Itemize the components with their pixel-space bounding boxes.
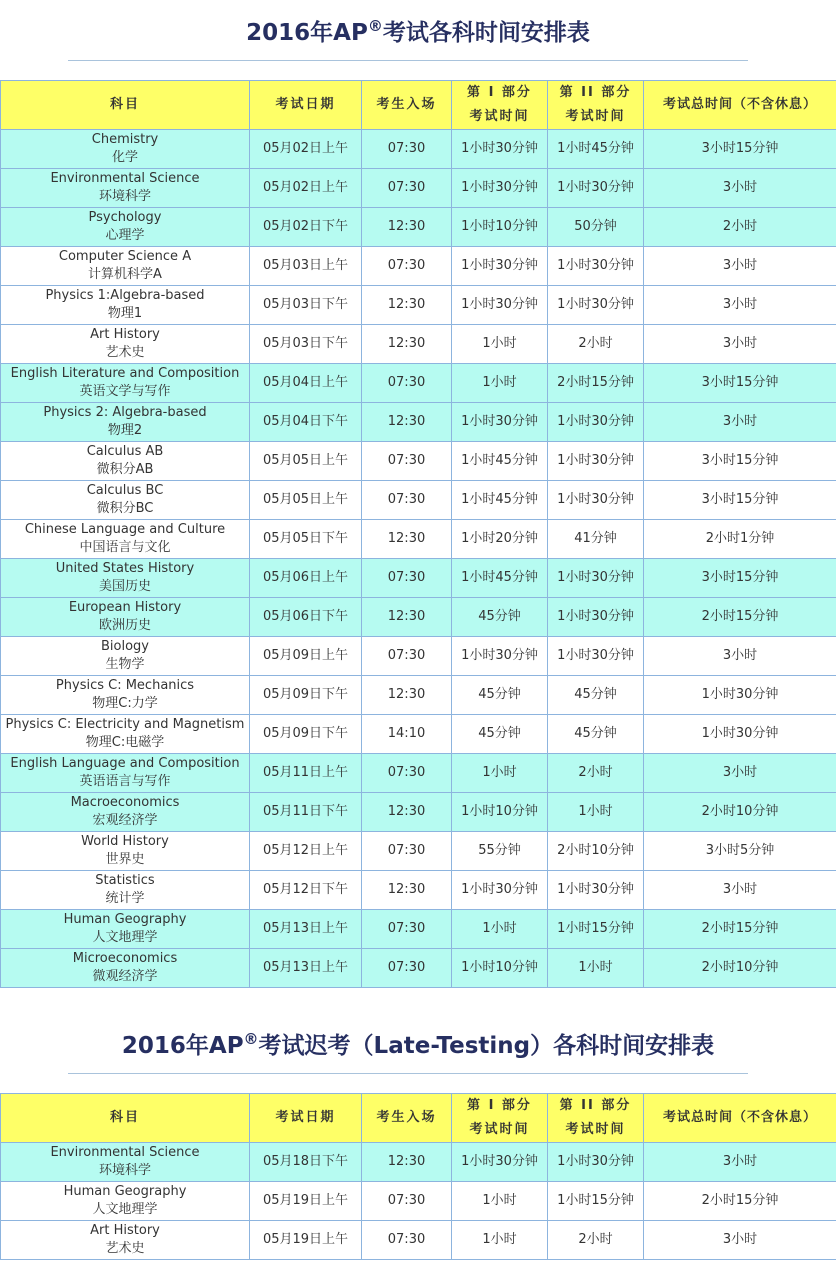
subject-chinese: 艺术史 <box>105 345 145 360</box>
subject-chinese: 物理C:力学 <box>92 696 158 711</box>
total-duration-cell: 2小时15分钟 <box>644 1182 836 1221</box>
entry-time-cell: 07:30 <box>362 169 452 208</box>
table-row <box>1 637 836 676</box>
total-duration-cell: 2小时15分钟 <box>644 598 836 637</box>
subject-cell <box>1 910 250 949</box>
part1-duration-cell: 1小时 <box>452 910 548 949</box>
total-duration-cell: 3小时15分钟 <box>644 442 836 481</box>
part2-duration-cell: 1小时30分钟 <box>548 1143 644 1182</box>
header-part2 <box>548 1094 644 1143</box>
table-row <box>1 1182 836 1221</box>
date-cell: 05月05日上午 <box>250 481 362 520</box>
entry-time-cell: 12:30 <box>362 325 452 364</box>
date-cell: 05月03日下午 <box>250 286 362 325</box>
part1-duration-cell: 45分钟 <box>452 676 548 715</box>
header-subject: 科目 <box>1 1094 250 1143</box>
part2-duration-cell: 45分钟 <box>548 715 644 754</box>
subject-english: World History <box>81 834 169 849</box>
total-duration-cell: 3小时15分钟 <box>644 364 836 403</box>
part2-duration-cell: 1小时30分钟 <box>548 403 644 442</box>
part2-duration-cell: 1小时 <box>548 949 644 988</box>
table-row <box>1 442 836 481</box>
entry-time-cell: 12:30 <box>362 286 452 325</box>
date-cell: 05月09日下午 <box>250 715 362 754</box>
table-row <box>1 793 836 832</box>
date-cell: 05月02日上午 <box>250 130 362 169</box>
table-row <box>1 676 836 715</box>
part1-duration-cell: 1小时 <box>452 364 548 403</box>
subject-english: Physics C: Electricity and Magnetism <box>5 717 245 732</box>
date-cell: 05月19日上午 <box>250 1221 362 1260</box>
entry-time-cell: 12:30 <box>362 871 452 910</box>
table-row <box>1 754 836 793</box>
date-cell: 05月04日下午 <box>250 403 362 442</box>
subject-chinese: 物理1 <box>107 306 143 321</box>
date-cell: 05月18日下午 <box>250 1143 362 1182</box>
part1-duration-cell: 1小时30分钟 <box>452 247 548 286</box>
part2-duration-cell: 41分钟 <box>548 520 644 559</box>
table-row <box>1 520 836 559</box>
part2-duration-cell: 2小时 <box>548 754 644 793</box>
subject-english: English Literature and Composition <box>10 366 240 381</box>
subject-chinese: 微积分AB <box>96 462 154 477</box>
header-part1 <box>452 81 548 130</box>
header-part2-line1: 第 II 部分 <box>559 1098 632 1113</box>
subject-cell <box>1 871 250 910</box>
entry-time-cell: 12:30 <box>362 403 452 442</box>
late-title <box>0 1027 836 1060</box>
entry-time-cell: 07:30 <box>362 1182 452 1221</box>
subject-chinese: 中国语言与文化 <box>79 540 171 555</box>
table-row <box>1 286 836 325</box>
subject-cell <box>1 676 250 715</box>
subject-cell <box>1 520 250 559</box>
date-cell: 05月12日下午 <box>250 871 362 910</box>
subject-cell <box>1 1221 250 1260</box>
part1-duration-cell: 1小时 <box>452 1221 548 1260</box>
part1-duration-cell: 1小时30分钟 <box>452 637 548 676</box>
part2-duration-cell: 1小时15分钟 <box>548 910 644 949</box>
subject-english: Statistics <box>95 873 155 888</box>
late-title-divider <box>68 1073 748 1074</box>
header-total: 考试总时间（不含休息） <box>644 81 836 130</box>
subject-cell <box>1 247 250 286</box>
table-row <box>1 715 836 754</box>
entry-time-cell: 12:30 <box>362 676 452 715</box>
subject-chinese: 环境科学 <box>98 1163 151 1178</box>
entry-time-cell: 12:30 <box>362 208 452 247</box>
table-row <box>1 559 836 598</box>
date-cell: 05月03日上午 <box>250 247 362 286</box>
date-cell: 05月13日上午 <box>250 949 362 988</box>
total-duration-cell: 3小时 <box>644 169 836 208</box>
part1-duration-cell: 45分钟 <box>452 715 548 754</box>
part1-duration-cell: 1小时20分钟 <box>452 520 548 559</box>
subject-chinese: 美国历史 <box>98 579 151 594</box>
table-row <box>1 130 836 169</box>
table-row <box>1 949 836 988</box>
table-row <box>1 325 836 364</box>
entry-time-cell: 07:30 <box>362 364 452 403</box>
part2-duration-cell: 2小时 <box>548 1221 644 1260</box>
date-cell: 05月11日下午 <box>250 793 362 832</box>
subject-cell <box>1 1182 250 1221</box>
entry-time-cell: 12:30 <box>362 520 452 559</box>
subject-cell <box>1 1143 250 1182</box>
total-duration-cell: 2小时10分钟 <box>644 793 836 832</box>
subject-cell <box>1 715 250 754</box>
header-part1-line2: 考试时间 <box>469 109 530 124</box>
entry-time-cell: 07:30 <box>362 754 452 793</box>
table-row <box>1 247 836 286</box>
subject-chinese: 英语文学与写作 <box>79 384 171 399</box>
part1-duration-cell: 1小时30分钟 <box>452 1143 548 1182</box>
subject-english: Calculus BC <box>86 483 164 498</box>
part1-duration-cell: 1小时 <box>452 325 548 364</box>
part1-duration-cell: 1小时10分钟 <box>452 208 548 247</box>
date-cell: 05月09日上午 <box>250 637 362 676</box>
subject-english: Macroeconomics <box>70 795 180 810</box>
part1-duration-cell: 55分钟 <box>452 832 548 871</box>
total-duration-cell: 3小时15分钟 <box>644 481 836 520</box>
entry-time-cell: 07:30 <box>362 481 452 520</box>
subject-cell <box>1 754 250 793</box>
part1-duration-cell: 1小时30分钟 <box>452 403 548 442</box>
subject-english: Human Geography <box>63 912 187 927</box>
subject-chinese: 欧洲历史 <box>98 618 151 633</box>
subject-english: Chemistry <box>91 132 159 147</box>
table-header-row <box>1 81 836 130</box>
entry-time-cell: 07:30 <box>362 949 452 988</box>
date-cell: 05月11日上午 <box>250 754 362 793</box>
subject-chinese: 化学 <box>111 150 138 165</box>
main-title-prefix: 2016年AP <box>246 20 368 46</box>
table-row <box>1 208 836 247</box>
table-row <box>1 1143 836 1182</box>
total-duration-cell: 3小时 <box>644 871 836 910</box>
total-duration-cell: 2小时10分钟 <box>644 949 836 988</box>
header-part1-line1: 第 I 部分 <box>467 1098 532 1113</box>
part1-duration-cell: 1小时45分钟 <box>452 442 548 481</box>
subject-chinese: 环境科学 <box>98 189 151 204</box>
total-duration-cell: 2小时1分钟 <box>644 520 836 559</box>
header-part1 <box>452 1094 548 1143</box>
part1-duration-cell: 45分钟 <box>452 598 548 637</box>
registered-mark: ® <box>243 1030 259 1048</box>
subject-cell <box>1 598 250 637</box>
subject-cell <box>1 637 250 676</box>
header-subject: 科目 <box>1 81 250 130</box>
subject-english: Microeconomics <box>72 951 178 966</box>
part2-duration-cell: 1小时15分钟 <box>548 1182 644 1221</box>
date-cell: 05月13日上午 <box>250 910 362 949</box>
late-title-suffix: 考试迟考（Late-Testing）各科时间安排表 <box>258 1033 715 1059</box>
subject-cell <box>1 481 250 520</box>
table-row <box>1 169 836 208</box>
entry-time-cell: 14:10 <box>362 715 452 754</box>
total-duration-cell: 3小时 <box>644 1143 836 1182</box>
subject-english: English Language and Composition <box>10 756 240 771</box>
entry-time-cell: 07:30 <box>362 832 452 871</box>
header-part2 <box>548 81 644 130</box>
subject-cell <box>1 286 250 325</box>
header-part1-line2: 考试时间 <box>469 1122 530 1137</box>
header-part2-line1: 第 II 部分 <box>559 85 632 100</box>
subject-cell <box>1 442 250 481</box>
entry-time-cell: 07:30 <box>362 130 452 169</box>
part2-duration-cell: 1小时30分钟 <box>548 442 644 481</box>
main-schedule-table <box>0 80 836 988</box>
part2-duration-cell: 1小时30分钟 <box>548 598 644 637</box>
part1-duration-cell: 1小时30分钟 <box>452 286 548 325</box>
subject-english: Physics 1:Algebra-based <box>45 288 205 303</box>
total-duration-cell: 3小时 <box>644 1221 836 1260</box>
part1-duration-cell: 1小时 <box>452 754 548 793</box>
total-duration-cell: 2小时 <box>644 208 836 247</box>
subject-cell <box>1 364 250 403</box>
subject-chinese: 艺术史 <box>105 1241 145 1256</box>
subject-cell <box>1 559 250 598</box>
date-cell: 05月19日上午 <box>250 1182 362 1221</box>
entry-time-cell: 07:30 <box>362 1221 452 1260</box>
header-part2-line2: 考试时间 <box>565 109 626 124</box>
part2-duration-cell: 1小时30分钟 <box>548 169 644 208</box>
date-cell: 05月04日上午 <box>250 364 362 403</box>
entry-time-cell: 07:30 <box>362 559 452 598</box>
main-title <box>0 14 836 47</box>
subject-chinese: 宏观经济学 <box>92 813 158 828</box>
total-duration-cell: 2小时15分钟 <box>644 910 836 949</box>
total-duration-cell: 1小时30分钟 <box>644 715 836 754</box>
subject-english: Calculus AB <box>86 444 164 459</box>
subject-english: Psychology <box>88 210 162 225</box>
subject-cell <box>1 208 250 247</box>
table-row <box>1 871 836 910</box>
header-entry: 考生入场 <box>362 81 452 130</box>
subject-english: European History <box>68 600 182 615</box>
main-title-suffix: 考试各科时间安排表 <box>382 20 590 46</box>
part2-duration-cell: 2小时15分钟 <box>548 364 644 403</box>
total-duration-cell: 3小时 <box>644 247 836 286</box>
subject-chinese: 统计学 <box>105 891 145 906</box>
subject-english: Art History <box>90 327 160 342</box>
late-title-prefix: 2016年AP <box>121 1033 244 1059</box>
part2-duration-cell: 1小时30分钟 <box>548 637 644 676</box>
subject-english: Human Geography <box>63 1184 187 1199</box>
total-duration-cell: 3小时5分钟 <box>644 832 836 871</box>
entry-time-cell: 07:30 <box>362 637 452 676</box>
entry-time-cell: 07:30 <box>362 247 452 286</box>
table-row <box>1 832 836 871</box>
header-part1-line1: 第 I 部分 <box>467 85 532 100</box>
entry-time-cell: 12:30 <box>362 598 452 637</box>
subject-english: Environmental Science <box>50 171 200 186</box>
header-entry: 考生入场 <box>362 1094 452 1143</box>
date-cell: 05月06日下午 <box>250 598 362 637</box>
header-date: 考试日期 <box>250 81 362 130</box>
part1-duration-cell: 1小时10分钟 <box>452 793 548 832</box>
subject-chinese: 物理2 <box>107 423 143 438</box>
table-row <box>1 481 836 520</box>
part1-duration-cell: 1小时30分钟 <box>452 130 548 169</box>
late-schedule-table <box>0 1093 836 1260</box>
part2-duration-cell: 1小时 <box>548 793 644 832</box>
total-duration-cell: 1小时30分钟 <box>644 676 836 715</box>
total-duration-cell: 3小时 <box>644 637 836 676</box>
part1-duration-cell: 1小时 <box>452 1182 548 1221</box>
date-cell: 05月12日上午 <box>250 832 362 871</box>
part2-duration-cell: 45分钟 <box>548 676 644 715</box>
subject-chinese: 计算机科学A <box>88 267 162 282</box>
date-cell: 05月05日下午 <box>250 520 362 559</box>
part2-duration-cell: 1小时45分钟 <box>548 130 644 169</box>
part2-duration-cell: 1小时30分钟 <box>548 286 644 325</box>
subject-english: Computer Science A <box>58 249 192 264</box>
part1-duration-cell: 1小时45分钟 <box>452 559 548 598</box>
subject-chinese: 生物学 <box>105 657 145 672</box>
part2-duration-cell: 50分钟 <box>548 208 644 247</box>
subject-chinese: 心理学 <box>105 228 145 243</box>
header-total: 考试总时间（不含休息） <box>644 1094 836 1143</box>
total-duration-cell: 3小时 <box>644 286 836 325</box>
subject-cell <box>1 949 250 988</box>
date-cell: 05月03日下午 <box>250 325 362 364</box>
subject-english: United States History <box>55 561 195 576</box>
table-row <box>1 403 836 442</box>
header-part2-line2: 考试时间 <box>565 1122 626 1137</box>
subject-chinese: 世界史 <box>105 852 145 867</box>
subject-cell <box>1 793 250 832</box>
entry-time-cell: 12:30 <box>362 793 452 832</box>
date-cell: 05月05日上午 <box>250 442 362 481</box>
subject-english: Biology <box>101 639 149 654</box>
entry-time-cell: 07:30 <box>362 910 452 949</box>
date-cell: 05月02日下午 <box>250 208 362 247</box>
subject-cell <box>1 325 250 364</box>
total-duration-cell: 3小时15分钟 <box>644 130 836 169</box>
part2-duration-cell: 1小时30分钟 <box>548 481 644 520</box>
subject-english: Art History <box>90 1223 160 1238</box>
subject-cell <box>1 130 250 169</box>
part2-duration-cell: 1小时30分钟 <box>548 247 644 286</box>
total-duration-cell: 3小时 <box>644 403 836 442</box>
main-title-divider <box>68 60 748 61</box>
subject-english: Chinese Language and Culture <box>24 522 226 537</box>
subject-english: Physics 2: Algebra-based <box>43 405 207 420</box>
table-header-row <box>1 1094 836 1143</box>
part1-duration-cell: 1小时10分钟 <box>452 949 548 988</box>
table-row <box>1 364 836 403</box>
subject-chinese: 微观经济学 <box>92 969 158 984</box>
part2-duration-cell: 2小时10分钟 <box>548 832 644 871</box>
part2-duration-cell: 1小时30分钟 <box>548 559 644 598</box>
subject-chinese: 人文地理学 <box>92 930 158 945</box>
part1-duration-cell: 1小时45分钟 <box>452 481 548 520</box>
part2-duration-cell: 2小时 <box>548 325 644 364</box>
table-row <box>1 1221 836 1260</box>
subject-chinese: 英语语言与写作 <box>79 774 171 789</box>
date-cell: 05月02日上午 <box>250 169 362 208</box>
subject-english: Physics C: Mechanics <box>55 678 195 693</box>
subject-chinese: 物理C:电磁学 <box>85 735 165 750</box>
entry-time-cell: 12:30 <box>362 1143 452 1182</box>
subject-chinese: 微积分BC <box>96 501 154 516</box>
table-row <box>1 598 836 637</box>
subject-cell <box>1 832 250 871</box>
part1-duration-cell: 1小时30分钟 <box>452 871 548 910</box>
entry-time-cell: 07:30 <box>362 442 452 481</box>
total-duration-cell: 3小时15分钟 <box>644 559 836 598</box>
header-date: 考试日期 <box>250 1094 362 1143</box>
part1-duration-cell: 1小时30分钟 <box>452 169 548 208</box>
table-row <box>1 910 836 949</box>
date-cell: 05月09日下午 <box>250 676 362 715</box>
total-duration-cell: 3小时 <box>644 325 836 364</box>
total-duration-cell: 3小时 <box>644 754 836 793</box>
date-cell: 05月06日上午 <box>250 559 362 598</box>
registered-mark: ® <box>367 17 383 35</box>
part2-duration-cell: 1小时30分钟 <box>548 871 644 910</box>
subject-chinese: 人文地理学 <box>92 1202 158 1217</box>
subject-english: Environmental Science <box>50 1145 200 1160</box>
subject-cell <box>1 403 250 442</box>
subject-cell <box>1 169 250 208</box>
